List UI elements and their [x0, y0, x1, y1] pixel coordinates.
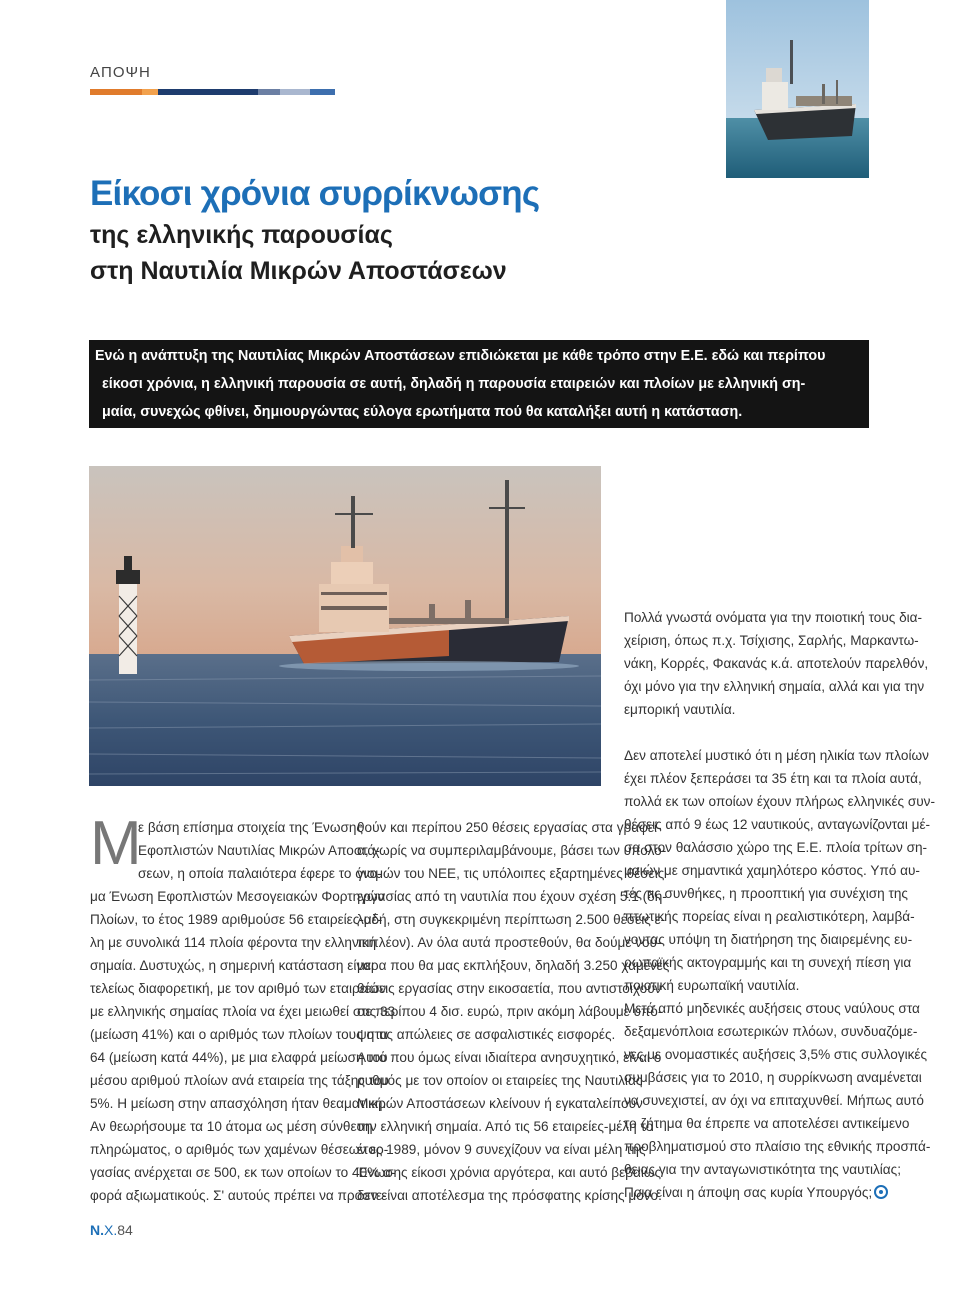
text-line: γασίας ανέρχεται σε 500, εκ των οποίων το 40% α- — [90, 1165, 396, 1180]
magazine-initial-n: N. — [90, 1222, 104, 1238]
text-line: Μικρών Αποστάσεων κλείνουν ή εγκαταλείπουν — [357, 1096, 643, 1111]
text-line: τές τις συνθήκες, η προοπτική για συνέχιση της — [624, 886, 908, 901]
text-line: Πλοίων, το έτος 1989 αριθμούσε 56 εταιρείες-μέ- — [90, 912, 383, 927]
text-line: εργασίας από τη ναυτιλία που έχουν σχέση 5:1 (δη- — [357, 889, 667, 904]
section-color-bar — [90, 89, 335, 95]
text-line: 5%. Η μείωση στην απασχόληση ήταν θεαματική. — [90, 1096, 387, 1111]
thumbnail-ship-image — [726, 0, 869, 178]
text-line: το ζήτημα θα έπρεπε να αποτελέσει αντικείμενο — [624, 1116, 910, 1131]
text-line: προβληματισμού στο πλαίσιο της εθνικής προσπά- — [624, 1139, 931, 1154]
text-line: 64 (μείωση κατά 44%), με μια ελαφρά μείωση του — [90, 1050, 388, 1065]
text-line: Ένωσης είκοσι χρόνια αργότερα, και αυτό βεβαίως — [357, 1165, 662, 1180]
text-line: θέσεις από 9 έως 12 ναυτικούς, ανταγωνίζονται μέ- — [624, 817, 931, 832]
article-column-2 — [357, 816, 670, 1207]
text-line: πτωτικής πορείας είναι η ρεαλιστικότερη, λαμβά- — [624, 909, 915, 924]
text-line: σεων, η οποία παλαιότερα έφερε το όνο- — [138, 866, 382, 881]
text-line: Αυτό που όμως είναι ιδιαίτερα ανησυχητικό, είναι ο — [357, 1050, 662, 1065]
text-line: πιπλέον). Αν όλα αυτά προστεθούν, θα δούμε νού- — [357, 935, 662, 950]
text-line: Δεν αποτελεί μυστικό ότι η μέση ηλικία των πλοίων — [624, 748, 929, 763]
end-of-article-icon — [874, 1185, 888, 1199]
text-line: Μετά από μηδενικές αυξήσεις στους ναύλους στα — [624, 1001, 920, 1016]
text-line: μα Ένωση Εφοπλιστών Μεσογειακών Φορτηγών — [90, 889, 385, 904]
section-label: ΑΠΟΨΗ — [90, 64, 151, 81]
text-line: νοντας υπόψη τη διατήρηση της διαιρεμένης ευ- — [624, 932, 913, 947]
lead-paragraph-box — [89, 340, 869, 428]
text-line: λαδή, στη συγκεκριμένη περίπτωση 2.500 θέσεις ε- — [357, 912, 666, 927]
text-line: ψη τις απώλειες σε ασφαλιστικές εισφορές. — [357, 1027, 616, 1042]
text-line: Ποια είναι η άποψη σας κυρία Υπουργός; — [624, 1185, 873, 1200]
text-line: θειας για την ανταγωνιστικότητα της ναυτιλίας; — [624, 1162, 901, 1177]
text-line: μέσου αριθμού πλοίων ανά εταιρεία της τάξης του — [90, 1073, 389, 1088]
text-line: σε περίπου 4 δισ. ευρώ, πριν ακόμη λάβουμε υπό- — [357, 1004, 663, 1019]
article-subtitle-line-1: της ελληνικής παρουσίας — [90, 221, 393, 249]
text-line: Εφοπλιστών Ναυτιλίας Μικρών Αποστά- — [138, 843, 380, 858]
article-title: Είκοσι χρόνια συρρίκνωσης — [90, 174, 540, 213]
text-line: α, χωρίς να συμπεριλαμβάνουμε, βάσει των υπολο- — [357, 843, 667, 858]
text-line: ρωπαϊκής ακτογραμμής και τη συνεχή πίεση για — [624, 955, 912, 970]
text-line: τελείως διαφορετική, με τον αριθμό των εταιρειών — [90, 981, 387, 996]
text-line: φορά αξιωματικούς. Σ' αυτούς πρέπει να προστε- — [90, 1188, 387, 1203]
text-line: θούν και περίπου 250 θέσεις εργασίας στα γραφεί- — [357, 820, 662, 835]
text-line: γισμών του ΝΕΕ, τις υπόλοιπες εξαρτημένες θέσεις — [357, 866, 665, 881]
text-line: εμπορική ναυτιλία. — [624, 702, 736, 717]
page-number — [90, 1222, 133, 1238]
text-line: πολλά εκ των οποίων έχουν πλήρως ελληνικές συν- — [624, 794, 936, 809]
page-number-value: 84 — [117, 1222, 133, 1238]
text-line: νες με ονομαστικές αυξήσεις 3,5% στις συλλογικές — [624, 1047, 928, 1062]
lead-line-3: μαία, συνεχώς φθίνει, δημιουργώντας εύλογα ερωτήματα πού θα καταλήξει αυτή η κατάσταση. — [102, 404, 743, 420]
text-line: συμβάσεις για το 2010, η συρρίκνωση αναμένεται — [624, 1070, 922, 1085]
lead-line-1: Ενώ η ανάπτυξη της Ναυτιλίας Μικρών Αποστάσεων επιδιώκεται με κάθε τρόπο στην Ε.Ε. εδώ και περίπου — [95, 348, 826, 364]
text-line-with-end-mark — [624, 1181, 873, 1204]
text-line: Πολλά γνωστά ονόματα για την ποιοτική τους δια- — [624, 610, 923, 625]
text-line: με ελληνικής σημαίας πλοία να έχει μειωθεί στις 33 — [90, 1004, 396, 1019]
article-column-3 — [624, 606, 936, 1204]
text-line: μαιών με σημαντικά χαμηλότερο κόστος. Υπό αυ- — [624, 863, 920, 878]
text-line: δεν είναι αποτέλεσμα της πρόσφατης κρίσης μόνο. — [357, 1188, 662, 1203]
text-line: ε βάση επίσημα στοιχεία της Ένωσης — [138, 820, 363, 835]
drop-cap: Μ — [90, 809, 142, 878]
text-line: πληρώματος, ο αριθμός των χαμένων θέσεων ερ- — [90, 1142, 389, 1157]
text-line: σα στον θαλάσσιο χώρο της Ε.Ε. πλοία τρίτων ση- — [624, 840, 928, 855]
text-line: χείριση, όπως π.χ. Τσίχισης, Σαρλής, Μαρκαντω- — [624, 633, 919, 648]
text-line: ποιοτική ευρωπαϊκή ναυτιλία. — [624, 978, 800, 993]
text-line: (μείωση 41%) και ο αριθμός των πλοίων τους στα — [90, 1027, 388, 1042]
text-line: μερα που θα μας εκπλήξουν, δηλαδή 3.250 χαμένες — [357, 958, 670, 973]
text-line: θέσεις εργασίας στην εικοσαετία, που αντιστοιχούν — [357, 981, 662, 996]
text-line: νάκη, Κορρές, Φακανάς κ.ά. αποτελούν παρελθόν, — [624, 656, 929, 671]
text-line: όχι μόνο για την ελληνική σημαία, αλλά και για την — [624, 679, 925, 694]
text-line: σημαία. Δυστυχώς, η σημερινή κατάσταση είναι — [90, 958, 375, 973]
article-subtitle-line-2: στη Ναυτιλία Μικρών Αποστάσεων — [90, 257, 507, 285]
text-line: να συνεχιστεί, αν όχι να επιταχυνθεί. Μήπως αυτό — [624, 1093, 924, 1108]
text-line: την ελληνική σημαία. Από τις 56 εταιρείες-μέλη το — [357, 1119, 654, 1134]
text-line: λη με συνολικά 114 πλοία φέροντα την ελληνική — [90, 935, 377, 950]
text-line: έτος 1989, μόνον 9 συνεχίζουν να είναι μέλη της — [357, 1142, 646, 1157]
magazine-initial-x: X. — [104, 1222, 118, 1238]
text-line: έχει πλέον ξεπεράσει τα 35 έτη και τα πλοία αυτά, — [624, 771, 922, 786]
article-column-1 — [90, 809, 396, 1207]
text-line: ρυθμός με τον οποίον οι εταιρείες της Ναυτιλίας — [357, 1073, 643, 1088]
main-ship-photo — [89, 466, 601, 786]
text-line: Αν θεωρήσουμε τα 10 άτομα ως μέση σύνθεση — [90, 1119, 373, 1134]
text-line: δεξαμενόπλοια εσωτερικών πλόων, συνδυαζόμε- — [624, 1024, 918, 1039]
lead-line-2: είκοσι χρόνια, η ελληνική παρουσία σε αυτή, δηλαδή η παρουσία εταιρειών και πλοίων με ελληνική ση- — [102, 376, 806, 392]
